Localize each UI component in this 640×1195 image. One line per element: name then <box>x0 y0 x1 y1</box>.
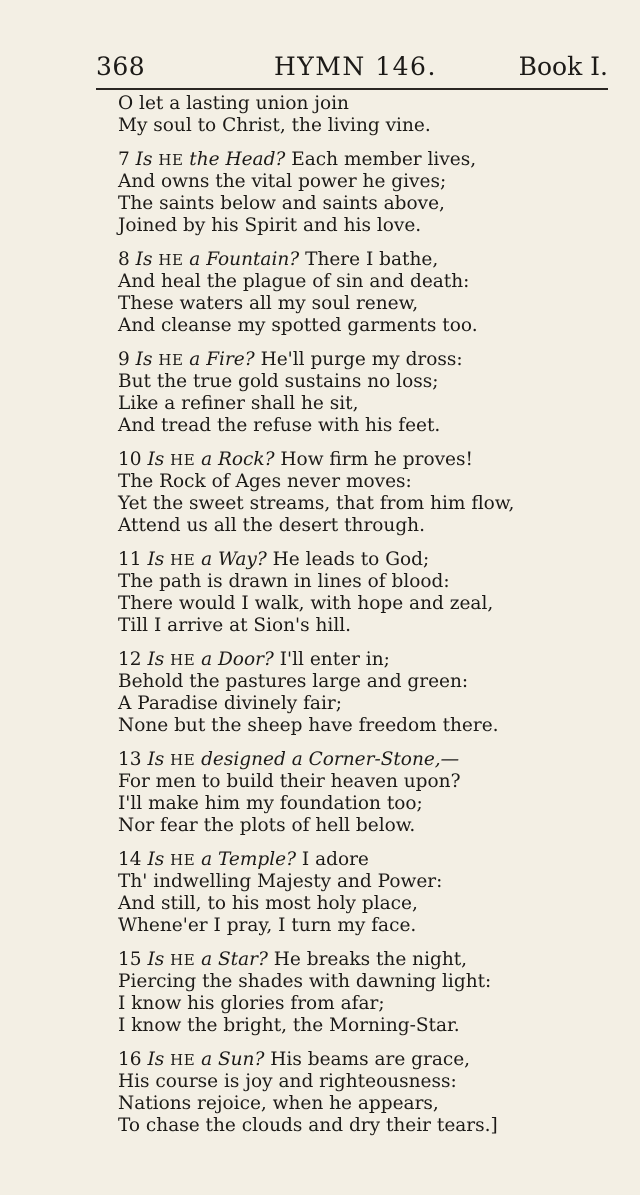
query-subject: a Rock? <box>201 449 275 470</box>
query-subject: a Fire? <box>189 349 255 370</box>
stanza-line: Piercing the shades with dawning light: <box>118 971 492 992</box>
stanza-number: 11 <box>118 549 142 570</box>
query-subject: a Sun? <box>201 1049 265 1070</box>
stanza-line: My soul to Christ, the living vine. <box>118 115 431 136</box>
stanza-line: And cleanse my spotted garments too. <box>118 315 478 336</box>
stanza-line: Whene'er I pray, I turn my face. <box>118 915 417 936</box>
stanza <box>118 949 518 1037</box>
query-is: Is <box>135 149 153 170</box>
query-he: HE <box>158 351 184 369</box>
stanza-line: None but the sheep have freedom there. <box>118 715 499 736</box>
query-is: Is <box>147 849 165 870</box>
stanza-first-line <box>118 449 518 471</box>
stanza-number: 7 <box>118 149 130 170</box>
stanza-line: Yet the sweet streams, that from him flow, <box>118 493 515 514</box>
query-he: HE <box>158 251 184 269</box>
first-line-rest: Each member lives, <box>291 149 477 170</box>
running-header <box>96 52 608 86</box>
stanza-line: Joined by his Spirit and his love. <box>118 215 422 236</box>
hymn-title: HYMN 146. <box>274 52 437 81</box>
stanza-number: 14 <box>118 849 142 870</box>
stanza <box>118 649 518 737</box>
first-line-rest: I'll enter in; <box>279 649 390 670</box>
query-he: HE <box>158 151 184 169</box>
stanza-line: There would I walk, with hope and zeal, <box>118 593 494 614</box>
stanza-first-line <box>118 749 518 771</box>
first-line-rest: He leads to God; <box>272 549 430 570</box>
stanza-first-line <box>118 349 518 371</box>
stanza <box>118 1049 518 1137</box>
stanza-number: 8 <box>118 249 130 270</box>
first-line-rest: He breaks the night, <box>273 949 468 970</box>
query-he: HE <box>170 751 196 769</box>
stanza-line: And heal the plague of sin and death: <box>118 271 470 292</box>
stanza-line: The Rock of Ages never moves: <box>118 471 412 492</box>
stanza-line: And still, to his most holy place, <box>118 893 418 914</box>
query-is: Is <box>147 749 165 770</box>
query-is: Is <box>147 949 165 970</box>
stanza <box>118 749 518 837</box>
header-rule <box>96 88 608 90</box>
query-subject: a Temple? <box>201 849 296 870</box>
stanza-first-line <box>118 249 518 271</box>
stanza-line: And tread the refuse with his feet. <box>118 415 441 436</box>
query-is: Is <box>135 349 153 370</box>
stanza-line: I know the bright, the Morning-Star. <box>118 1015 460 1036</box>
query-he: HE <box>170 551 196 569</box>
stanza-line: The saints below and saints above, <box>118 193 445 214</box>
stanza-number: 10 <box>118 449 142 470</box>
stanza-first-line <box>118 1049 518 1071</box>
stanza-line: To chase the clouds and dry their tears.] <box>118 1115 498 1136</box>
query-is: Is <box>147 1049 165 1070</box>
query-is: Is <box>135 249 153 270</box>
query-he: HE <box>170 851 196 869</box>
stanza-first-line <box>118 549 518 571</box>
stanza-first-line <box>118 93 518 115</box>
stanza-line: His course is joy and righteousness: <box>118 1071 457 1092</box>
stanza-line: A Paradise divinely fair; <box>118 693 342 714</box>
query-is: Is <box>147 549 165 570</box>
stanza-line: Attend us all the desert through. <box>118 515 425 536</box>
stanza-first-line <box>118 149 518 171</box>
stanza-number: 13 <box>118 749 142 770</box>
first-line-rest: How firm he proves! <box>280 449 473 470</box>
query-subject: a Star? <box>201 949 268 970</box>
stanza-line: The path is drawn in lines of blood: <box>118 571 450 592</box>
query-subject: a Fountain? <box>189 249 300 270</box>
query-subject: a Way? <box>201 549 267 570</box>
book-label: Book I. <box>518 52 608 81</box>
stanza-line: Nations rejoice, when he appears, <box>118 1093 439 1114</box>
stanza-line: Nor fear the plots of hell below. <box>118 815 416 836</box>
stanza-line: I know his glories from afar; <box>118 993 385 1014</box>
stanza-line: Behold the pastures large and green: <box>118 671 469 692</box>
stanza-number: 12 <box>118 649 142 670</box>
query-he: HE <box>170 1051 196 1069</box>
stanza <box>118 93 518 137</box>
stanza-first-line <box>118 849 518 871</box>
stanza-line: Like a refiner shall he sit, <box>118 393 359 414</box>
stanza-first-line <box>118 949 518 971</box>
stanza-line: Th' indwelling Majesty and Power: <box>118 871 443 892</box>
query-he: HE <box>170 651 196 669</box>
stanza-number: 9 <box>118 349 130 370</box>
stanza-line: Till I arrive at Sion's hill. <box>118 615 352 636</box>
first-line-rest: There I bathe, <box>305 249 439 270</box>
query-he: HE <box>170 451 196 469</box>
query-subject: designed a Corner-Stone,— <box>201 749 460 770</box>
hymn-body <box>118 93 518 1137</box>
query-subject: a Door? <box>201 649 274 670</box>
stanza-first-line <box>118 649 518 671</box>
query-is: Is <box>147 649 165 670</box>
query-subject: the Head? <box>189 149 286 170</box>
stanza-line: And owns the vital power he gives; <box>118 171 447 192</box>
stanza <box>118 149 518 237</box>
query-is: Is <box>147 449 165 470</box>
first-line-rest: O let a lasting union join <box>118 93 349 114</box>
stanza <box>118 449 518 537</box>
stanza-line: But the true gold sustains no loss; <box>118 371 439 392</box>
stanza <box>118 349 518 437</box>
first-line-rest: His beams are grace, <box>270 1049 471 1070</box>
stanza <box>118 849 518 937</box>
stanza-number: 16 <box>118 1049 142 1070</box>
query-he: HE <box>170 951 196 969</box>
stanza-line: I'll make him my foundation too; <box>118 793 423 814</box>
stanza-number: 15 <box>118 949 142 970</box>
first-line-rest: I adore <box>301 849 369 870</box>
stanza <box>118 249 518 337</box>
stanza-line: For men to build their heaven upon? <box>118 771 461 792</box>
page-number: 368 <box>96 52 146 81</box>
first-line-rest: He'll purge my dross: <box>260 349 463 370</box>
stanza <box>118 549 518 637</box>
stanza-line: These waters all my soul renew, <box>118 293 419 314</box>
